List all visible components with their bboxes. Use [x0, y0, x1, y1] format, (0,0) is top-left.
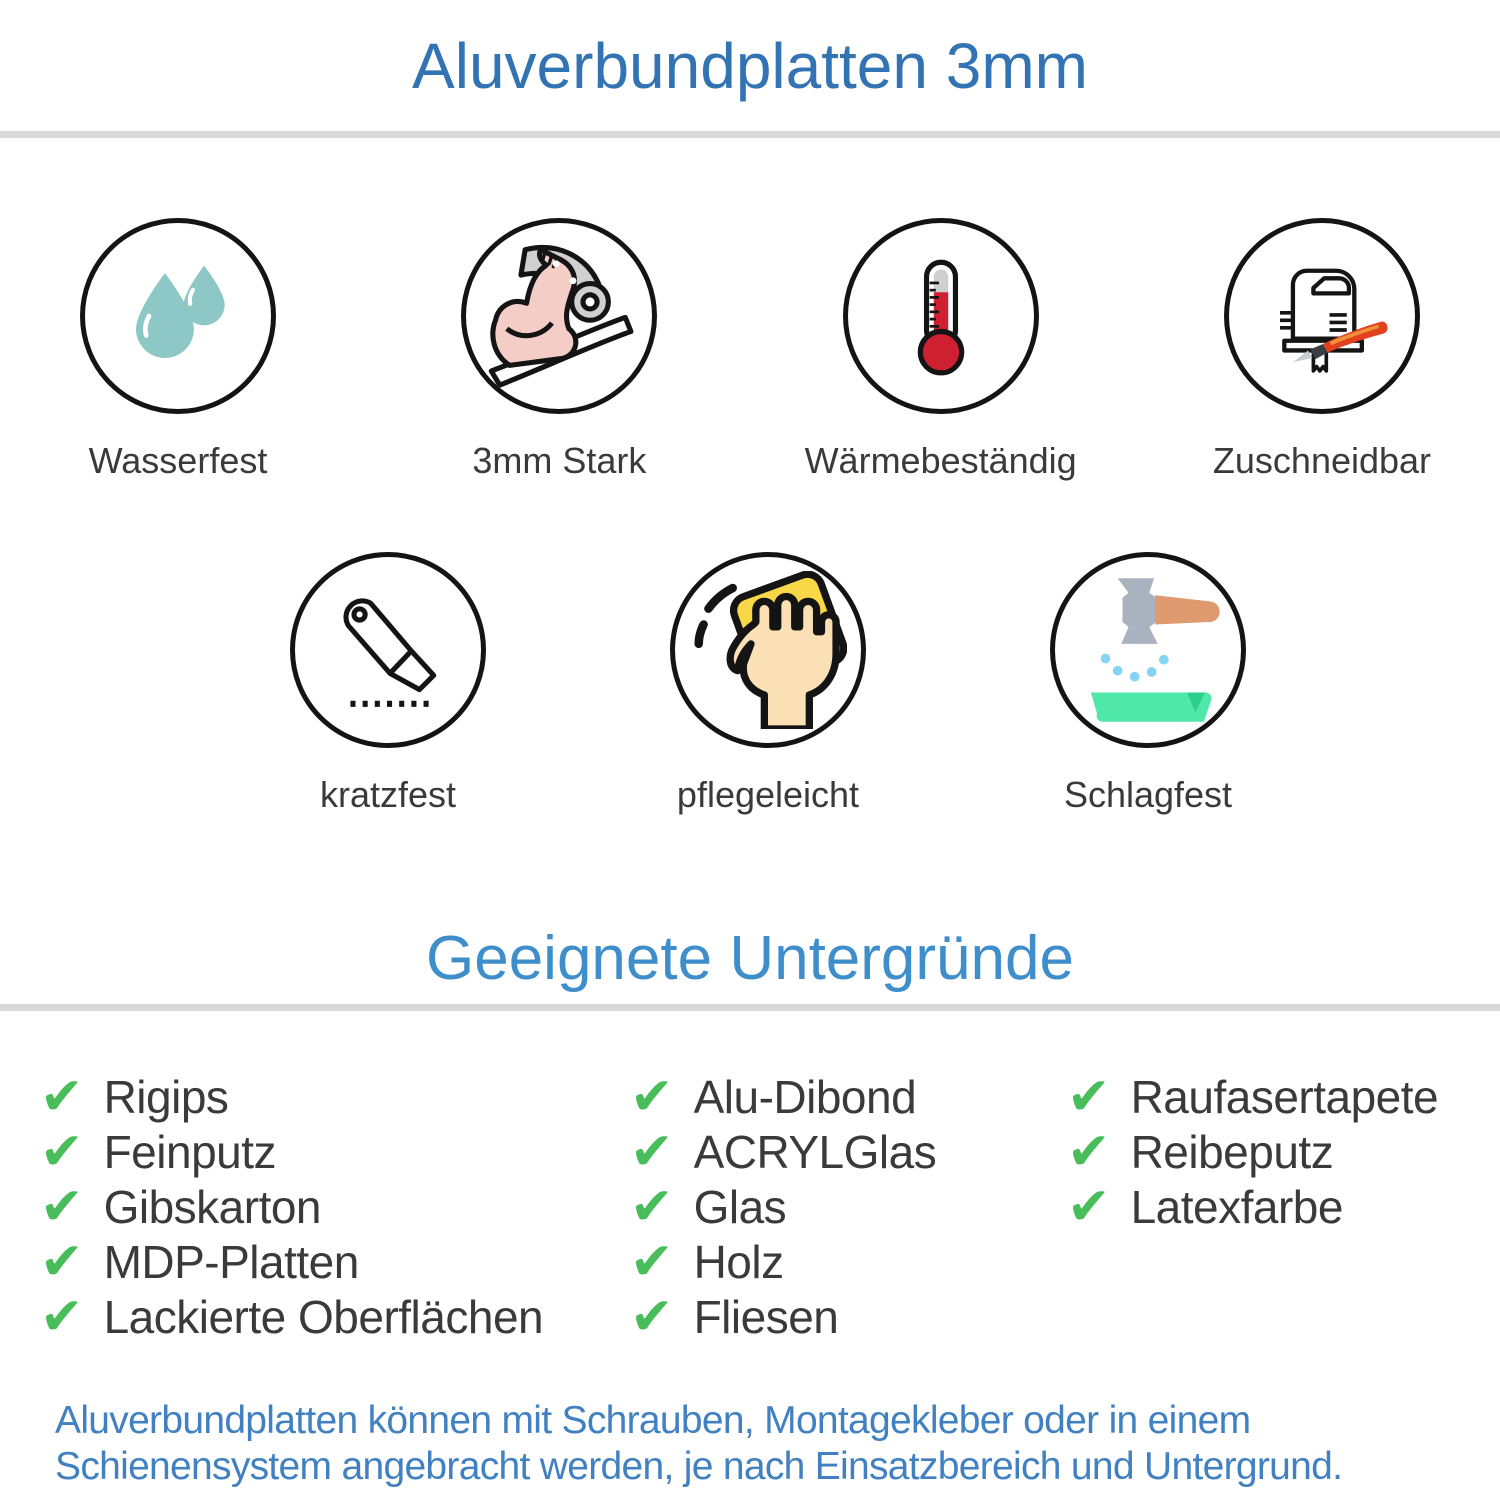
- substrate-label: Reibeputz: [1130, 1125, 1334, 1178]
- substrate-label: Gibskarton: [103, 1180, 322, 1233]
- feature-circle: [1224, 218, 1420, 414]
- substrate-item: [40, 1176, 630, 1237]
- substrates-column-1: [40, 1066, 630, 1347]
- feature-label: pflegeleicht: [676, 774, 860, 815]
- feature-label: Wärmebeständig: [804, 440, 1077, 481]
- substrate-label: Raufasertapete: [1130, 1070, 1439, 1123]
- substrate-item: [1067, 1176, 1500, 1237]
- water-drops-icon: [122, 260, 234, 372]
- check-icon: ✔: [1067, 1066, 1111, 1127]
- substrate-label: ACRYLGlas: [693, 1125, 937, 1178]
- substrate-item: [40, 1066, 630, 1127]
- substrate-label: Rigips: [103, 1070, 229, 1123]
- substrate-item: [1067, 1121, 1500, 1182]
- check-icon: ✔: [630, 1176, 674, 1237]
- check-icon: ✔: [40, 1231, 84, 1292]
- feature-kratzfest: [248, 552, 528, 816]
- substrate-label: Lackierte Oberflächen: [103, 1290, 544, 1343]
- jigsaw-icon: [1252, 246, 1392, 386]
- substrate-item: [1067, 1066, 1500, 1127]
- substrate-label: MDP-Platten: [103, 1235, 359, 1288]
- substrate-item: [630, 1231, 1067, 1292]
- feature-circle: [843, 218, 1039, 414]
- substrate-item: [40, 1121, 630, 1182]
- muscle-arm-icon: [480, 237, 638, 395]
- feature-circle: [461, 218, 657, 414]
- feature-circle: [80, 218, 276, 414]
- check-icon: ✔: [40, 1121, 84, 1182]
- check-icon: ✔: [630, 1231, 674, 1292]
- feature-zuschneidbar: [1172, 218, 1472, 482]
- substrate-label: Latexfarbe: [1130, 1180, 1343, 1233]
- substrate-item: [630, 1176, 1067, 1237]
- mounting-note: [0, 1398, 1500, 1489]
- substrate-item: [630, 1066, 1067, 1127]
- check-icon: ✔: [1067, 1121, 1111, 1182]
- substrate-label: Alu-Dibond: [693, 1070, 917, 1123]
- feature-label: Zuschneidbar: [1212, 440, 1432, 481]
- feature-pflegeleicht: [628, 552, 908, 816]
- feature-label: Wasserfest: [88, 440, 268, 481]
- page-title: Aluverbundplatten 3mm: [412, 29, 1088, 102]
- substrates-header: [0, 912, 1500, 1004]
- feature-3mm-stark: [409, 218, 709, 482]
- feature-circle: [1050, 552, 1246, 748]
- substrate-label: Fliesen: [693, 1290, 839, 1343]
- feature-circle: [290, 552, 486, 748]
- feature-label: 3mm Stark: [472, 440, 647, 481]
- mounting-note-line-1: Aluverbundplatten können mit Schrauben, Montagekleber oder in einem: [55, 1399, 1251, 1442]
- substrate-item: [40, 1286, 630, 1347]
- hand-cloth-icon: [689, 571, 847, 729]
- check-icon: ✔: [40, 1176, 84, 1237]
- substrates-section: [0, 1066, 1500, 1347]
- substrate-item: [630, 1286, 1067, 1347]
- feature-label: Schlagfest: [1063, 774, 1233, 815]
- check-icon: ✔: [40, 1286, 84, 1347]
- divider-top: [0, 131, 1500, 138]
- feature-wasserfest: [28, 218, 328, 482]
- check-icon: ✔: [630, 1121, 674, 1182]
- feature-circle: [670, 552, 866, 748]
- check-icon: ✔: [1067, 1176, 1111, 1237]
- substrate-label: Holz: [693, 1235, 784, 1288]
- feature-waermebestaendig: [791, 218, 1091, 482]
- substrate-item: [630, 1121, 1067, 1182]
- features-section: [0, 218, 1500, 816]
- substrates-column-3: [1067, 1066, 1500, 1344]
- divider-middle: [0, 1004, 1500, 1011]
- thermometer-icon: [879, 254, 1003, 378]
- substrate-label: Feinputz: [103, 1125, 277, 1178]
- substrate-item: [40, 1231, 630, 1292]
- features-row-1: [0, 218, 1500, 482]
- check-icon: ✔: [40, 1066, 84, 1127]
- substrates-column-2: [630, 1066, 1067, 1347]
- substrates-title: Geeignete Untergründe: [425, 923, 1074, 993]
- mounting-note-line-2: Schienensystem angebracht werden, je nach Einsatzbereich und Untergrund.: [55, 1444, 1343, 1488]
- feature-label: kratzfest: [319, 774, 457, 815]
- check-icon: ✔: [630, 1066, 674, 1127]
- check-icon: ✔: [630, 1286, 674, 1347]
- page-header: [0, 0, 1500, 131]
- utility-knife-icon: [322, 584, 454, 716]
- hammer-icon: [1069, 571, 1227, 729]
- features-row-2: [0, 552, 1500, 816]
- feature-schlagfest: [1008, 552, 1288, 816]
- substrate-label: Glas: [693, 1180, 787, 1233]
